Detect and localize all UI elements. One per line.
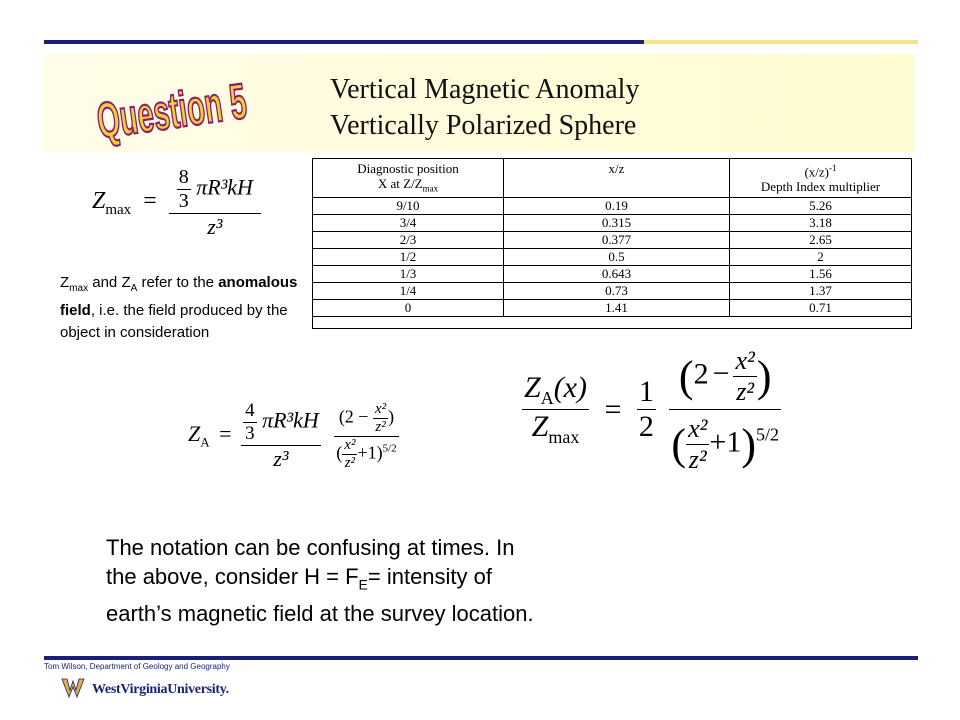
table-row [313, 266, 912, 283]
cell-xz: 0.73 [504, 283, 730, 300]
cell-xz: 0.643 [504, 266, 730, 283]
note-rest: , i.e. the field produced by the object in consideration [60, 302, 288, 341]
za-eq: = [219, 421, 232, 447]
header-depth-index [730, 159, 912, 198]
note-max-sub: max [69, 283, 89, 294]
title-line-1: Vertical Magnetic Anomaly [330, 74, 640, 105]
note-z2: Z [121, 274, 131, 291]
body-line-2a: the above, consider H = F [106, 564, 359, 589]
za-z2: z² [375, 418, 386, 435]
ratio-x2: x² [735, 346, 755, 375]
cell-xz: 0.5 [504, 249, 730, 266]
za-coef-num: 4 [245, 400, 255, 421]
note-bold-term: anomalous field [60, 274, 298, 319]
cell-multiplier: 2.65 [730, 232, 912, 249]
table-row [313, 232, 912, 249]
header-col1-line2-text: X at Z/Z [377, 176, 423, 191]
za-den-z2: z² [344, 454, 356, 471]
table-row [313, 283, 912, 300]
question-badge [86, 56, 358, 150]
za-plus-one: +1) [357, 442, 383, 463]
notation-paragraph [106, 533, 666, 628]
cell-multiplier: 2 [730, 249, 912, 266]
cell-position: 3/4 [313, 215, 504, 232]
table-header-row [313, 159, 912, 198]
header-xz: x/z [504, 159, 730, 198]
cell-multiplier: 0.71 [730, 300, 912, 317]
table-row [313, 300, 912, 317]
header-col3-line1-sup: -1 [829, 163, 837, 173]
ratio-half-num: 1 [638, 375, 654, 408]
ratio-den-x2: x² [688, 414, 708, 443]
table-row [313, 249, 912, 266]
za-two-minus: (2 − [338, 406, 369, 427]
cell-multiplier: 1.56 [730, 266, 912, 283]
top-rule-gold [644, 40, 918, 44]
za-exponent: 5/2 [382, 442, 397, 455]
cell-position: 9/10 [313, 198, 504, 215]
note-z1: Z [60, 274, 70, 291]
header-col1-line2 [313, 176, 503, 197]
diagnostic-table [312, 158, 912, 317]
za-den-x2: x² [344, 436, 356, 453]
ratio-num-sub: A [540, 388, 554, 408]
cell-xz: 0.315 [504, 215, 730, 232]
cell-multiplier: 3.18 [730, 215, 912, 232]
cell-position: 1/2 [313, 249, 504, 266]
za-close: ) [388, 406, 395, 427]
ratio-minus: − [712, 357, 730, 391]
cell-xz: 1.41 [504, 300, 730, 317]
ratio-den-z2: z² [688, 445, 707, 474]
header-col3-line1 [730, 161, 911, 179]
za-lhs-sub: A [200, 434, 210, 450]
body-line-2 [106, 562, 666, 599]
zmax-coef-den: 3 [178, 190, 189, 212]
zmax-pi-r3kh: πR³kH [196, 174, 253, 200]
cell-position: 1/3 [313, 266, 504, 283]
university-wordmark: WestVirginiaUniversity. [92, 682, 229, 697]
cell-position: 2/3 [313, 232, 504, 249]
footer-credit: Tom Wilson, Department of Geology and Geography [44, 662, 230, 671]
footer-rule [44, 656, 918, 660]
anomalous-field-note [60, 272, 300, 344]
cell-position: 0 [313, 300, 504, 317]
ratio-num-arg: (x) [553, 371, 587, 404]
header-col1-line2-sub: max [422, 183, 439, 194]
header-diagnostic-position [313, 159, 504, 198]
table-row [313, 198, 912, 215]
zmax-lhs: Z [92, 187, 106, 214]
ratio-num: Z [524, 371, 541, 404]
cell-multiplier: 5.26 [730, 198, 912, 215]
header-col3-line2: Depth Index multiplier [760, 179, 881, 195]
ratio-den: Z [531, 410, 549, 443]
body-line-2-sub: E [358, 576, 368, 593]
ratio-two: 2 [693, 357, 709, 391]
ratio-z2: z² [736, 377, 755, 406]
zmax-coef-num: 8 [178, 166, 189, 188]
cell-multiplier: 1.37 [730, 283, 912, 300]
ratio-equation: $\frac{Z_A(x)}{Z_{max}}$ = $\frac{1}{2}$ (2 − $\frac{\text{x²}}{\text{z²}}$ ) ( $\frac{\text{x²}}{\text{z²}}$ +1)$^{5/2}$ [524, 346, 779, 474]
cell-xz: 0.19 [504, 198, 730, 215]
note-refer: refer to the [137, 274, 215, 291]
cell-position: 1/4 [313, 283, 504, 300]
header-col1-line1: Diagnostic position [357, 161, 459, 176]
note-a-sub: A [130, 283, 138, 294]
ratio-plus-one: +1 [709, 425, 742, 459]
question-badge-text: Question 5 [93, 57, 358, 150]
za-coef-den: 3 [245, 423, 255, 444]
ratio-den-sub: max [548, 427, 580, 447]
za-pi-r3kh: πR³kH [262, 407, 319, 433]
ratio-eq: = [604, 392, 622, 426]
za-lhs: Z [188, 421, 201, 447]
zmax-den: z³ [207, 214, 223, 239]
za-equation: $Z_A$ = $\frac{4}{3}$ πR³kH z³ (2 − $\frac{\text{x²}}{\text{z²}}$ ) ( $\frac{\text{x²}}{\text{z²}}$ +1)$^{5/2}$ [188, 400, 397, 471]
body-line-2b: = intensity of [367, 564, 493, 589]
title-line-2: Vertically Polarized Sphere [330, 110, 637, 141]
body-line-1: The notation can be confusing at times. In [106, 535, 515, 560]
za-den: z³ [273, 446, 289, 471]
cell-xz: 0.377 [504, 232, 730, 249]
ratio-exponent: 5/2 [755, 424, 779, 445]
top-rule-navy [44, 40, 644, 44]
ratio-half-den: 2 [638, 410, 654, 443]
page-title [330, 72, 639, 144]
wvu-logo-icon [62, 679, 90, 697]
header-col3-line1-text: (x/z) [804, 164, 830, 180]
table-row [313, 215, 912, 232]
za-x2: x² [374, 400, 387, 417]
zmax-eq: = [143, 187, 157, 214]
zmax-lhs-sub: max [105, 201, 132, 218]
note-and: and [88, 274, 122, 291]
zmax-equation [92, 166, 261, 240]
body-line-3: earth’s magnetic field at the survey location. [106, 601, 534, 627]
